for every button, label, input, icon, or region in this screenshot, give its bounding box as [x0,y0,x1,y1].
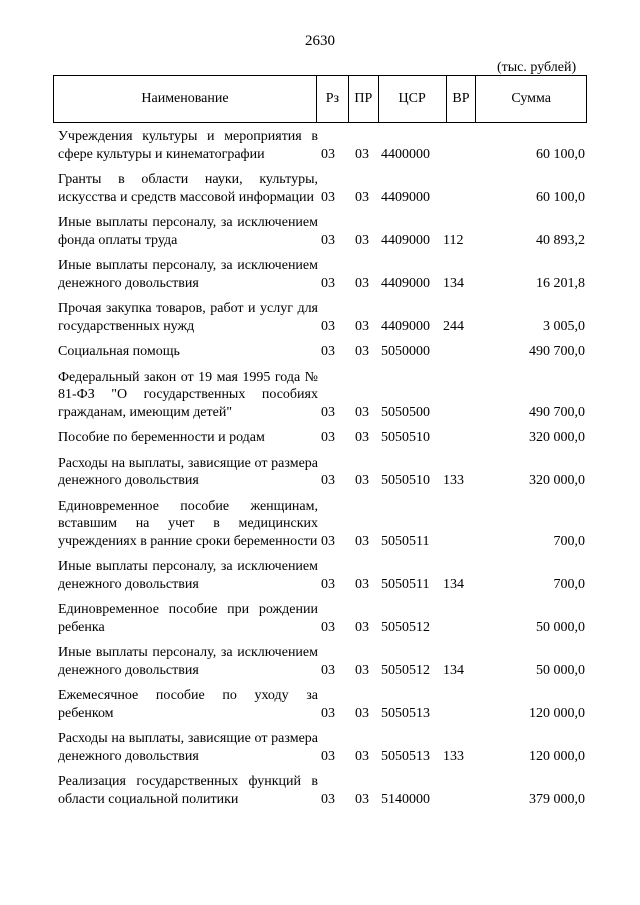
row-name: Федеральный закон от 19 мая 1995 года № 81-ФЗ "О государственных пособиях гражданам, имеющим детей" [58,369,318,420]
table-row [53,369,587,422]
table-row [53,455,587,490]
row-csr: 5050510 [381,430,430,445]
row-name: Прочая закупка товаров, работ и услуг для государственных нужд [58,301,318,334]
row-name: Гранты в области науки, культуры, искусства и средств массовой информации [58,172,318,205]
row-rz: 03 [321,533,335,549]
row-rz: 03 [321,430,335,445]
row-pr: 03 [355,189,369,205]
table-body [53,128,587,808]
row-csr: 5050000 [381,344,430,359]
row-pr: 03 [355,146,369,162]
row-vr: 134 [443,275,464,291]
row-rz: 03 [321,344,335,359]
row-pr: 03 [355,748,369,764]
row-vr: 112 [443,232,464,248]
row-pr: 03 [355,662,369,678]
table-row [53,601,587,636]
row-pr: 03 [355,232,369,248]
header-vr: ВР [446,76,476,122]
header-sum: Сумма [475,76,586,122]
row-pr: 03 [355,619,369,635]
table-row [53,429,587,447]
row-csr: 5050512 [381,619,430,635]
row-pr: 03 [355,404,369,420]
header-name: Наименование [141,91,229,106]
row-vr: 244 [443,318,464,334]
row-pr: 03 [355,576,369,592]
table-row [53,257,587,292]
row-rz: 03 [321,576,335,592]
row-pr: 03 [355,473,369,488]
row-rz: 03 [321,189,335,205]
row-csr: 5050511 [381,576,430,592]
row-vr: 134 [443,576,464,592]
row-vr: 134 [443,662,464,678]
row-name: Единовременное пособие при рождении ребенка [58,602,318,635]
table-row [53,171,587,206]
row-name: Пособие по беременности и родам [58,430,265,445]
row-csr: 4409000 [381,232,430,248]
table-row [53,644,587,679]
row-rz: 03 [321,146,335,162]
row-rz: 03 [321,318,335,334]
row-rz: 03 [321,404,335,420]
row-csr: 5050513 [381,705,430,721]
table-row [53,558,587,593]
budget-table [53,75,587,816]
row-rz: 03 [321,275,335,291]
row-pr: 03 [355,705,369,721]
row-name: Иные выплаты персоналу, за исключением фонда оплаты труда [58,215,318,248]
row-rz: 03 [321,705,335,721]
header-csr: ЦСР [378,76,446,122]
row-pr: 03 [355,533,369,549]
row-name: Единовременное пособие женщинам, вставшим на учет в медицинских учреждениях в ранние сроки беременности [58,498,318,549]
row-rz: 03 [321,791,335,807]
row-csr: 5050512 [381,662,430,678]
table-row [53,498,587,551]
row-pr: 03 [355,791,369,807]
row-sum: 490 700,0 [529,404,585,420]
row-sum: 490 700,0 [529,344,585,359]
row-sum: 60 100,0 [536,189,585,205]
row-csr: 4400000 [381,146,430,162]
row-name: Социальная помощь [58,344,180,359]
row-pr: 03 [355,318,369,334]
row-sum: 16 201,8 [536,275,585,291]
row-sum: 40 893,2 [536,232,585,248]
row-sum: 320 000,0 [529,473,585,488]
table-row [53,773,587,808]
row-name: Иные выплаты персоналу, за исключением денежного довольствия [58,645,318,678]
row-pr: 03 [355,430,369,445]
row-name: Ежемесячное пособие по уходу за ребенком [58,688,318,721]
row-sum: 700,0 [553,533,585,549]
row-sum: 120 000,0 [529,748,585,764]
row-pr: 03 [355,275,369,291]
page-number: 2630 [305,33,335,49]
row-vr: 133 [443,748,464,764]
row-sum: 320 000,0 [529,430,585,445]
row-pr: 03 [355,344,369,359]
table-row [53,128,587,163]
row-sum: 60 100,0 [536,146,585,162]
row-sum: 50 000,0 [536,619,585,635]
table-row [53,343,587,361]
row-vr: 133 [443,473,464,488]
row-sum: 120 000,0 [529,705,585,721]
row-rz: 03 [321,473,335,488]
row-name: Реализация государственных функций в области социальной политики [58,774,318,807]
units-label: (тыс. рублей) [497,60,577,75]
table-row [53,730,587,765]
row-csr: 5140000 [381,791,430,807]
row-csr: 4409000 [381,318,430,334]
row-csr: 5050510 [381,473,430,488]
row-name: Иные выплаты персоналу, за исключением денежного довольствия [58,559,318,592]
row-name: Учреждения культуры и мероприятия в сфере культуры и кинематографии [58,129,318,162]
row-csr: 5050513 [381,748,430,764]
table-row [53,687,587,722]
row-sum: 50 000,0 [536,662,585,678]
row-name: Расходы на выплаты, зависящие от размера денежного довольствия [58,731,318,764]
table-row [53,300,587,335]
table-header [53,75,587,123]
row-rz: 03 [321,662,335,678]
header-pr: ПР [348,76,378,122]
header-rz: Рз [316,76,348,122]
table-row [53,214,587,249]
row-csr: 5050500 [381,404,430,420]
row-csr: 4409000 [381,275,430,291]
row-sum: 3 005,0 [543,318,585,334]
row-name: Иные выплаты персоналу, за исключением денежного довольствия [58,258,318,291]
row-rz: 03 [321,748,335,764]
row-csr: 5050511 [381,533,430,549]
row-rz: 03 [321,232,335,248]
row-sum: 379 000,0 [529,791,585,807]
row-sum: 700,0 [553,576,585,592]
row-csr: 4409000 [381,189,430,205]
row-rz: 03 [321,619,335,635]
row-name: Расходы на выплаты, зависящие от размера денежного довольствия [58,455,318,488]
